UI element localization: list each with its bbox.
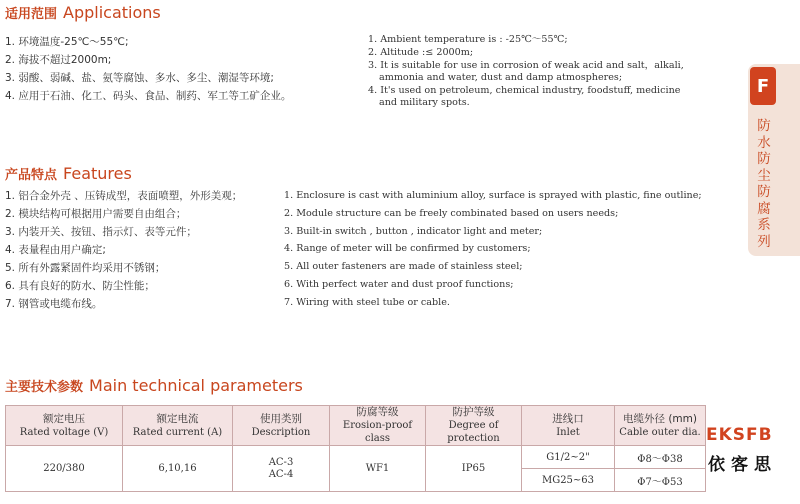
header-description xyxy=(233,406,330,446)
header-zh: 额定电流 xyxy=(156,412,199,425)
list-item-line: 1. Ambient temperature is : -25℃～55℃; xyxy=(368,34,568,45)
list-item-line: 2. Altitude :≤ 2000m; xyxy=(368,47,474,58)
list-item: 2. 模块结构可根据用户需要自由组合； xyxy=(5,208,187,220)
header-zh: 防腐等级 xyxy=(356,406,399,418)
list-item: 1. 铝合金外壳 、压铸成型，表面喷塑，外形美观； xyxy=(5,190,243,202)
list-item: 1. Enclosure is cast with aluminium alloy, surface is sprayed with plastic, fine outline; xyxy=(284,190,702,201)
header-erosion-class xyxy=(330,406,426,446)
description-line: AC-3 xyxy=(268,456,294,468)
header-inlet xyxy=(522,406,615,446)
side-tab-letter: F xyxy=(750,67,776,105)
list-item-line: 4. It's used on petroleum, chemical industry, foodstuff, medicine xyxy=(368,85,681,96)
list-item xyxy=(368,47,684,59)
header-en: Rated voltage (V) xyxy=(19,426,109,438)
features-title-zh: 产品特点 xyxy=(5,168,58,183)
list-item-continuation: and military spots. xyxy=(379,97,470,108)
side-tab-text: 防水防尘防腐系列 xyxy=(757,118,771,250)
header-zh: 额定电压 xyxy=(43,412,85,425)
list-item xyxy=(368,85,684,109)
features-list-en xyxy=(284,187,702,312)
header-en: Rated current (A) xyxy=(132,426,223,438)
list-item-continuation: ammonia and water, dust and damp atmospheres; xyxy=(379,72,623,83)
applications-list-zh xyxy=(5,33,291,105)
features-list-zh xyxy=(5,187,242,313)
parameters-table xyxy=(5,405,706,492)
cell-rated-voltage: 220/380 xyxy=(6,446,123,492)
header-en: Erosion-proof class xyxy=(342,420,413,444)
features-title-en: Features xyxy=(63,164,132,183)
applications-title-en: Applications xyxy=(63,3,161,22)
cell-cable-dia: Φ7～Φ53 xyxy=(615,469,706,492)
header-zh: 使用类别 xyxy=(260,412,302,425)
applications-title xyxy=(5,3,161,22)
list-item: 3. Built-in switch , button , indicator light and meter; xyxy=(284,225,543,237)
parameters-title-en: Main technical parameters xyxy=(89,376,303,395)
header-en: Inlet xyxy=(556,426,580,438)
list-item: 6. With perfect water and dust proof functions; xyxy=(284,278,514,290)
applications-title-zh: 适用范围 xyxy=(5,7,58,22)
header-zh: 进线口 xyxy=(552,412,584,425)
logo-text-en: EKSFB xyxy=(706,425,773,445)
list-item: 7. Wiring with steel tube or cable. xyxy=(284,296,450,308)
parameters-title-zh: 主要技术参数 xyxy=(5,380,84,395)
list-item: 2. Module structure can be freely combinated based on users needs; xyxy=(284,207,619,219)
parameters-title xyxy=(5,376,303,395)
cell-rated-current: 6,10,16 xyxy=(123,446,233,492)
list-item xyxy=(368,34,684,46)
list-item: 3. 内装开关、按钮、指示灯、表等元件； xyxy=(5,226,197,238)
description-line: AC-4 xyxy=(268,468,294,480)
header-en: Description xyxy=(251,426,311,438)
header-cable-dia xyxy=(615,406,706,446)
cell-description xyxy=(233,446,330,492)
list-item-line: 3. It is suitable for use in corrosion of weak acid and salt，alkali, xyxy=(368,60,684,71)
list-item: 5. All outer fasteners are made of stainless steel; xyxy=(284,261,523,273)
list-item: 6. 具有良好的防水、防尘性能； xyxy=(5,280,155,292)
list-item: 5. 所有外露紧固件均采用不锈钢； xyxy=(5,262,166,274)
company-logo xyxy=(706,425,798,481)
logo-text-zh: 依客思 xyxy=(708,455,777,475)
list-item: 7. 钢管或电缆布线。 xyxy=(5,298,103,310)
list-item: 1. 环境温度-25℃～55℃; xyxy=(5,36,129,48)
header-en: Degree of protection xyxy=(447,420,500,444)
list-item: 4. 应用于石油、化工、码头、食品、制药、军工等工矿企业。 xyxy=(5,90,292,102)
list-item: 3. 弱酸、弱碱、盐、氨等腐蚀、多水、多尘、潮湿等环境; xyxy=(5,72,274,84)
header-protection xyxy=(426,406,522,446)
list-item: 2. 海拔不超过2000m; xyxy=(5,54,112,66)
applications-list-en xyxy=(368,34,684,110)
cell-protection: IP65 xyxy=(426,446,522,492)
header-zh: 防护等级 xyxy=(452,406,495,418)
cell-cable-dia: Φ8～Φ38 xyxy=(615,446,706,469)
list-item xyxy=(368,60,684,84)
cell-inlet: G1/2~2" xyxy=(522,446,615,469)
cell-inlet: MG25~63 xyxy=(522,469,615,492)
features-title xyxy=(5,164,132,183)
header-rated-voltage xyxy=(6,406,123,446)
list-item: 4. Range of meter will be confirmed by customers; xyxy=(284,243,531,255)
list-item: 4. 表量程由用户确定; xyxy=(5,244,106,256)
cell-erosion-class: WF1 xyxy=(330,446,426,492)
table-row xyxy=(6,446,706,469)
header-zh: 电缆外径 (mm) xyxy=(623,412,697,425)
header-rated-current xyxy=(123,406,233,446)
header-en: Cable outer dia. xyxy=(619,426,701,438)
table-header-row xyxy=(6,406,706,446)
